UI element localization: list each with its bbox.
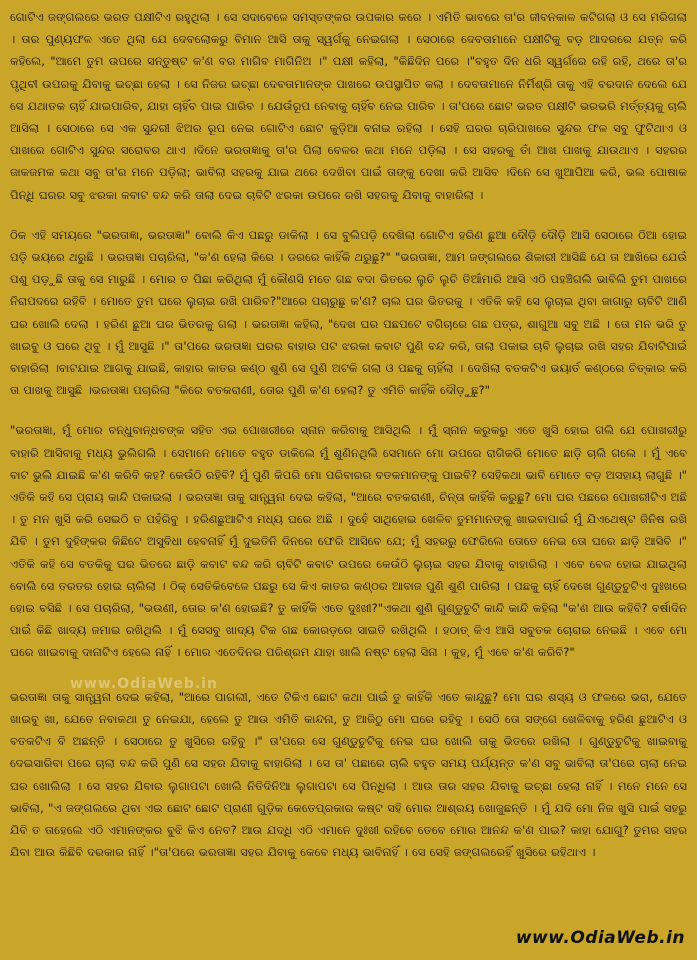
story-paragraph-4: ଭରତାଜ୍ଞା ତାକୁ ସାନ୍ତ୍ୱନା ଦେଇ କହିଲା, "ଆରେ ପାଗଲୀ, ଏତେ ଟିକିଏ ଛୋଟ କଥା ପାଇଁ ତୁ କାହିଁକି ଏତେ କାନ୍ଦୁଛୁ? ମୋ ଘର ଶସ୍ୟ ଓ ଫଳରେ ଭରା, ଯେତେ ଖାଇବୁ ଖା, ଯେତେ ନବାକଥା ତୁ ନେଇଯା, ହେଲେ ତୁ ଆଉ ଏମିତି କାନ୍ଦନା, ତୁ ଆଜିଠୁ ମୋ ଘରେ ରହିବୁ । ସେଠି ତୋ ସଙ୍ଗେ ଖେଳିବାକୁ ହରିଣ ଛୁଆଟିଏ ଓ ବତକଟିଏ ବି ଅଛନ୍ତି । ସେଠାରେ ତୁ ଖୁସିରେ ରହିବୁ ।" ତା'ପରେ ସେ ଗୁଣ୍ଡୁଚୁଟିକୁ ନେଇ ଘର ଖୋଲି ତାକୁ ଭିତରେ ରଖିଲା । ଗୁଣ୍ଡୁଚୁଟିକୁ ଖାଇବାକୁ ଦେଇସାରିବା ପରେ ଚାଲା ବନ୍ଦ କରି ପୁଣି ସେ ସହର ଯିବାକୁ ବାହାରିଲା । ସେ ତା' ପଛାରେ ଚାଲି ବହୁତ ସମୟ ପର୍ଯ୍ୟନ୍ତ କ'ଣ ସବୁ ଭାବିଲା ତା'ପରେ ଚାଲା ନେଇ ଘର ଖୋଲିଲା । ସେ ସହର ଯିବାର ଲୁଗାପଟା ଖୋଲି ନିତିଦିନିଆ ଲୁଗାପଟା ସେ ପିନ୍ଧିଲା । ଆଉ ତାର ସହର ଯିବାକୁ ଇଚ୍ଛା ହେଲା ନାହିଁ । ମନେ ମନେ ସେ ଭାବିଲା, "ଏ ଜଙ୍ଗଲରେ ଥିବା ଏଇ ଛୋଟ ଛୋଟ ପ୍ରାଣୀ ଗୁଡ଼ିକ କେତେପ୍ରକାର କଷ୍ଟ ସହି ମୋର ଆଶ୍ରୟ ଖୋଜୁଛନ୍ତି । ମୁଁ ଯଦି ମୋ ନିଜ ଖୁସି ପାଇଁ ସହରୁ ଯିବି ତ ତାହେଲେ ଏଠି ଏମାନଙ୍କର ବୁଝି କିଏ ନେବ? ଆଉ ଯଦ୍ଧି ଏଠି ଏମାନେ ଦୁଃଖୀ ରହିବେ ତେବେ ମୋର ଆନନ୍ଦ କ'ଣ ପାଇ? କାହା ଯୋଗୁ? ତୁମର ସହର ଯିବା ଆଉ କିଛିବି ଦରକାର ନାହିଁ ।"ତା'ପରେ ଭରତାଜ୍ଞା ସହର ଯିବାକୁ କେବେ ମଧ୍ୟ ଭାବିନାହିଁ । ସେ ସେହି ଜଙ୍ଗଲରେହିଁ ଖୁସିରେ ରହିଥାଏ । <box>10 689 688 860</box>
site-watermark: www.OdiaWeb.in <box>70 676 218 692</box>
story-paragraph-2: ଠିକ ଏହି ସମୟରେ "ଭରତାଜ୍ଞା, ଭରତାଜ୍ଞା" ବୋଲି କିଏ ପଛରୁ ଡାକିଲା । ସେ ବୁଲିପଡ଼ି ଦେଖିଲା ଗୋଟିଏ ହରିଣ ଛୁଆ ଦୌଡ଼ି ଦୌଡ଼ି ଆସି ସେଠାରେ ଠିଆ ହୋଇ ପଡ଼ି ଭୟରେ ଥରୁଛି । ଭରତାଜ୍ଞା ପଚାରିଲା, "କ'ଣ ହେଲା କିରେ । ଡରରେ କାହିଁକି ଥରୁଛୁ?" "ଭରତାଜ୍ଞା, ଆମ ଜଙ୍ଗଲରେ ଶିକାରୀ ଆସିଛି ଯେ ତା ଆଖିରେ ଯେଉଁ ପଶୁ ପଡ଼ୁଛି ତାକୁ ସେ ମାରୁଛି । ମୋର ତ ପିଛା କରିଥିଲା ମୁଁ କୌଣସି ମତେ ଗଛ ବଦା ଭିତରେ ଲୁଚି ଲୁଚି ତିଆଁମାରି ଆସି ଏଠି ପହଞ୍ଚିଗଲି ଭାବିଲି ତୁମ ପାଖରେ ନିରାପଦରେ ରହିବି । ମୋତେ ତୁମ ଘରେ ଲୁଚାଇ ରଖି ପାରିବ?"ଆରେ ପଚାରୁଛୁ କ'ଣ? ଚାଲ ଘର ଭିତରକୁ । ଏତିକି କହି ସେ ଲୁଚାଇ ଥିବା ଜାଗାରୁ ଚାବିଟି ଆଣି ଘର ଖୋଲି ଦେଲା । ହରିଣ ଛୁଆ ଘର ଭିତରକୁ ଗଲା । ଭରତାଜ୍ଞା କହିଲା, "ଦେଖ ଘର ପଛପଟେ ବଗିଚାରେ ଗଛ ପତ୍ର, ଶାଗୁଆ ସବୁ ଅଛି । ତୋ ମନ ଭରି ତୁ ଖାଇବୁ ଓ ଘରେ ଥିବୁ । ମୁଁ ଆସୁଛି ।" ତା'ପରେ ଭରତାଜ୍ଞା ଘରର ବାହାର ପଟ ଝରକା କବାଟ ପୁଣି ବନ୍ଦ କରି, ତାଲା ପକାଇ ଚାବି ଲୁଚାଇ ରଖି ସହର ଯିବାଟିପାଇଁ ବାହାରିଲା ।ବାଟଯାଇ ଆଗକୁ ଯାଇଛି, କାହାର କାତର କଣ୍ଠ ଶୁଣି ସେ ପୁଣି ଅଟକି ଗଲା ଓ ପଛକୁ ଚାହିଁଲା । ଦେଖିଲା ବତକଟିଏ ଭୟାର୍ତ କଣ୍ଠରେ ଚିତ୍କାର କରି ତା ପାଖକୁ ଆସୁଛି ।ଭରତାଜ୍ଞା ପଚାରିଲା "କିରେ ବତକରାଣୀ, ତୋର ପୁଣି କ'ଣ ହେଲା? ତୁ ଏମିତି କାହିଁକି ଦୌଡ଼ୁଛୁ?" <box>10 227 687 398</box>
story-paragraph-3: "ଭରତାଜ୍ଞା, ମୁଁ ମୋର ବନ୍ଧୁବାନ୍ଧବଙ୍କ ସହିତ ଏଇ ପୋଖରୀରେ ସ୍ନାନ କରିବାକୁ ଆସିଥିଲି । ମୁଁ ସ୍ନାନ କରୁକରୁ ଏତେ ଖୁସି ହୋଇ ଗଲି ଯେ ପୋଖରୀରୁ ବାହାରି ଆସିବାକୁ ମଧ୍ୟ ଭୁଲିଗଲି । ସେମାନେ ମୋତେ ବହୁତ ଡାକିଲେ ମୁଁ ଶୁଣିନଥିଲି ସେମାନେ ମୋ ଉପରେ ରାଗିକରି ମୋତେ ଛାଡ଼ି ଚାଲି ଗଲେ । ମୁଁ ଏବେ ବାଟ ଭୁଲି ଯାଇଛି କ'ଣ କରିବି କହ? କେଉଁଠି ରହିବି? ମୁଁ ପୁଣି କିପରି ମୋ ପରିବାରର ବତକମାନଙ୍କୁ ପାଇବି? ସେହିକଥା ଭାବି ମୋତେ ବଡ଼ ଅସହାୟ ଲାଗୁଛି ।" ଏତିକି କହି ସେ ପ୍ରାୟ କାନ୍ଦି ପକାଇଲା । ଭରତାଜ୍ଞା ତାକୁ ସାନ୍ତ୍ୱନା ଦେଇ କହିଲା, "ଆରେ ବତକରାଣୀ, ଚିନ୍ତା କାହିଁକି କରୁଛୁ? ମୋ ଘର ପଛରେ ପୋଖରୀଟିଏ ଅଛି । ତୁ ମନ ଖୁସି କରି ସେଇଠି ତ ପହଁରିବୁ । ହରିଣଛୁଆଟିଏ ମଧ୍ୟ ଘରେ ଅଛି । ଦୁହେଁ ସାଥିହୋଇ ଖେଳିବ ତୁମମାନଙ୍କୁ ଖାଇବାପାଇଁ ମୁଁ ଯିଏଥେଷ୍ଟ ଜିନିଷ ରଖି ଯିବି । ତୁମ ଦୁହିଙ୍କର କିଛିଟେ ଅସୁବିଧା ହେବନାହିଁ ମୁଁ ଦୁଇତିନି ଦିନରେ ଫେରି ଆସିବେ ଯେ; ମୁଁ ସହରରୁ ଫେରିଲେ ତୋତେ ନେଇ ତୋ ଘରେ ଛାଡ଼ି ଆସିବି ।" ଏତିକି କହି ସେ ବତକିକୁ ଘର ଭିତରେ ଛାଡ଼ି କବାଟ ବନ୍ଦ କରି ଚାବିଟି କବାଟ ଉପରେ କେଉଁଠି ଲୁଚାଇ ସହର ଯିବାକୁ ବାହାରିଲା । ଏବେ ବେଳ ହୋଇ ଯାଇଥିଲା ବୋଲି ସେ ତରତର ହୋଇ ଚାଲିଲା । ଠିକ୍ ସେତିକିବେଳେ ପଛରୁ ସେ କିଏ କାତର କଣ୍ଠର ଆବାଜ ପୁଣି ଶୁଣି ପାରିଲା । ପଛକୁ ଚାହିଁ ଦେଖେ ଗୁଣ୍ଡୁଚୁଟିଏ ଦୁଃଖରେ ହୋଇ ବସିଛି । ସେ ପଚାରିଲା, "ଭଉଣୀ, ତୋର କ'ଣ ହୋଇଛି? ତୁ କାହିଁକି ଏତେ ଦୁଃଖୀ?"ଏକଥା ଶୁଣି ଗୁଣ୍ଡୁଚୁଟି କାନ୍ଦି କାନ୍ଦି କହିଲା "କ'ଣ ଆଉ କହିବି? ବର୍ଷାଦିନ ପାଇଁ କିଛି ଖାଦ୍ୟ ଜମାଇ ରଖିଥିଲି । ମୁଁ ସେସବୁ ଖାଦ୍ୟ ଟିକ ଗଛ କୋରଡ଼ରେ ସାଇତି ରଖିଥିଲି । ହଠାତ୍ କିଏ ଆସି ସବୁତକ ଚୋରାଇ ନେଇଛି । ଏବେ ମୋ ଘରେ ଖାଇବାକୁ ଦାନାଟିଏ ହେଲେ ନାହିଁ । ମୋର ଏତେଦିନର ପରିଶ୍ରମ ଯାହା ଖାଲି ନଷ୍ଟ ହେଲା ସିନା । କୁହ, ମୁଁ ଏବେ କ'ଣ କରିବି?" <box>10 423 687 660</box>
paragraph-gap <box>10 401 687 419</box>
paragraph-gap <box>10 206 687 224</box>
site-url-footer: www.OdiaWeb.in <box>515 928 685 948</box>
story-paragraph-1: ଗୋଟିଏ ଜଙ୍ଗଲରେ ଭରତ ପକ୍ଷୀଟିଏ ରହୁଥିଲା । ସେ ସଦାବେଳେ ସମସ୍ତଙ୍କର ଉପକାର କରେ । ଏମିତି ଭାବରେ ତା'ର ଜୀବନକାଳ କଟିଗଲା ଓ ସେ ମରିଗଲା । ତାର ପୁଣ୍ୟଫଳ ଏତେ ଥିଲା ଯେ ଦେବଲୋକରୁ ବିମାନ ଆସି ତାକୁ ସ୍ୱର୍ଗକୁ ନେଇଗଲା । ସେଠାରେ ଦେବତାମାନେ ପକ୍ଷୀଟିକୁ ବଡ଼ ଆଦରରେ ଯତ୍ନ କରି କହିଲେ, "ଆମେ ତୁମ ଉପରେ ସନ୍ତୁଷ୍ଟ କ'ଣ ବର ମାଗିବ ମାଗିନିଅ ।" ପକ୍ଷୀ କହିଲା, "କିଛିଦିନ ପରେ ।"ବହୁତ ଦିନ ଧରି ସ୍ୱର୍ଗରେ ରହି ରହି, ଥରେ ତା'ର ପୃଥିବୀ ଉପରକୁ ଯିବାକୁ ଇଚ୍ଛା ହେଲା । ସେ ନିଜର ଇଚ୍ଛା ଦେବତାମାନଙ୍କ ପାଖରେ ଉପସ୍ଥାପିତ କଲା । ଦେବତାମାନେ ନିର୍ମିଶ୍ରି ତାକୁ ଏହି ବରଦାନ ଦେଲେ ଯେ ସେ ଯଥାତକ ଚାହିଁ ଯାଇପାରିବ, ଯାହା ଚାହିଁବ ପାଇ ପାରିବ । ଯେଉଁରୂପ ନେବାକୁ ଚାହିଁବ ନେଇ ପାରିବ । ତା'ପରେ ଛୋଟ ଭରତ ପକ୍ଷୀଟି ଭରଭରି ମର୍ତ୍ତ୍ୟକୁ ଚାଲି ଆସିଲା । ସେଠାରେ ସେ ଏକ ସୁନ୍ଦରୀ ଝିଅର ରୂପ ନେଇ ଗୋଟିଏ ଛୋଟ କୁଡ଼ିଆ ବନାଇ ରହିଲା । ସେହି ଘରର ଚାରିପାଖରେ ସୁନ୍ଦର ଫଳ ସବୁ ଫୁଟିଥାଏ ଓ ପାଖରେ ଗୋଟିଏ ସୁନ୍ଦର ସରୋବର ଥାଏ ।ଦିନେ ଭରତାଜ୍ଞାକୁ ତା'ର ପିଲା ବେଳର କଥା ମନେ ପଡ଼ିଲା । ସେ ସହରକୁ ତାଁ ଆଖ ପାଖକୁ ଯାଉଥାଏ । ସହରର ଜାକଜମକ କଥା ସବୁ ତା'ର ମନେ ପଡ଼ିଲା; ଭାବିଲା ସହରକୁ ଯାଇ ଥରେ ଦେଖିବା ପାଇଁ ତାଙ୍କୁ ଦେଖା କରି ଆସିବ ।ଦିନେ ସେ ଖୁଆପିଆ କରି, ଭଲ ପୋଷାକ ପିନ୍ଧି ଘରର ସବୁ ଝରକା କବାଟ ବନ୍ଦ କରି ତାଲା ଦେଇ ଚାବିଟି ଝରକା ଉପରେ ରଖି ସହରକୁ ଯିବାକୁ ବାହାରିଲା । <box>10 10 687 202</box>
